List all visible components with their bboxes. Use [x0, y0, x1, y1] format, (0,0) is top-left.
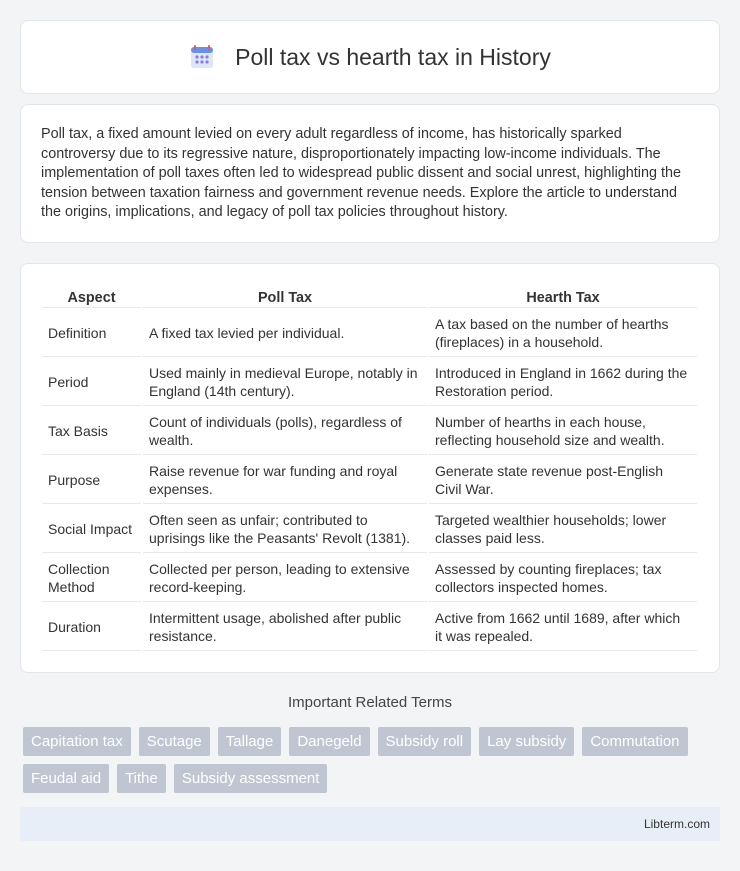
table-row: [42, 604, 697, 651]
table-row: [42, 457, 697, 504]
related-term-tag[interactable]: Feudal aid: [23, 764, 109, 793]
column-header-poll-tax: Poll Tax: [143, 284, 427, 308]
hearth-tax-cell: Assessed by counting fireplaces; tax collectors inspected homes.: [429, 555, 697, 602]
table-row: [42, 359, 697, 406]
related-term-tag[interactable]: Scutage: [139, 727, 210, 756]
aspect-cell: Definition: [42, 310, 141, 357]
hearth-tax-cell: Targeted wealthier households; lower classes paid less.: [429, 506, 697, 553]
aspect-cell: Period: [42, 359, 141, 406]
footer: [20, 807, 720, 841]
comparison-table: [40, 282, 699, 653]
aspect-cell: Social Impact: [42, 506, 141, 553]
hearth-tax-cell: Generate state revenue post-English Civil War.: [429, 457, 697, 504]
aspect-cell: Tax Basis: [42, 408, 141, 455]
column-header-hearth-tax: Hearth Tax: [429, 284, 697, 308]
related-term-tag[interactable]: Tithe: [117, 764, 166, 793]
poll-tax-cell: Used mainly in medieval Europe, notably in England (14th century).: [143, 359, 427, 406]
poll-tax-cell: Collected per person, leading to extensive record-keeping.: [143, 555, 427, 602]
intro-text: Poll tax, a fixed amount levied on every adult regardless of income, has historically sparked controversy due to its regressive nature, disproportionately impacting low-income individuals. The implementation of poll taxes often led to widespread public dissent and social unrest, highlighting the tension between taxation fairness and government revenue needs. Explore the article to understand the origins, implications, and legacy of poll tax policies throughout history.: [41, 126, 681, 221]
calendar-grid-icon: [189, 44, 215, 70]
related-terms-title: Important Related Terms: [288, 694, 452, 711]
aspect-cell: Collection Method: [42, 555, 141, 602]
related-term-tag[interactable]: Tallage: [218, 727, 282, 756]
aspect-cell: Purpose: [42, 457, 141, 504]
poll-tax-cell: Raise revenue for war funding and royal expenses.: [143, 457, 427, 504]
column-header-aspect: Aspect: [42, 284, 141, 308]
poll-tax-cell: Count of individuals (polls), regardless of wealth.: [143, 408, 427, 455]
page-title: Poll tax vs hearth tax in History: [235, 43, 551, 70]
hearth-tax-cell: Introduced in England in 1662 during the Restoration period.: [429, 359, 697, 406]
hearth-tax-cell: Number of hearths in each house, reflecting household size and wealth.: [429, 408, 697, 455]
related-term-tag[interactable]: Subsidy roll: [378, 727, 472, 756]
table-header-row: [42, 284, 697, 308]
related-terms-list: [23, 727, 723, 793]
related-term-tag[interactable]: Commutation: [582, 727, 687, 756]
table-row: [42, 310, 697, 357]
related-term-tag[interactable]: Subsidy assessment: [174, 764, 328, 793]
table-row: [42, 555, 697, 602]
header-card: [20, 20, 720, 94]
poll-tax-cell: Often seen as unfair; contributed to uprisings like the Peasants' Revolt (1381).: [143, 506, 427, 553]
related-term-tag[interactable]: Danegeld: [289, 727, 369, 756]
related-term-tag[interactable]: Lay subsidy: [479, 727, 574, 756]
poll-tax-cell: A fixed tax levied per individual.: [143, 310, 427, 357]
hearth-tax-cell: Active from 1662 until 1689, after which it was repealed.: [429, 604, 697, 651]
hearth-tax-cell: A tax based on the number of hearths (fireplaces) in a household.: [429, 310, 697, 357]
footer-site-link[interactable]: Libterm.com: [643, 817, 710, 831]
aspect-cell: Duration: [42, 604, 141, 651]
related-term-tag[interactable]: Capitation tax: [23, 727, 131, 756]
table-row: [42, 408, 697, 455]
comparison-table-card: [20, 263, 720, 673]
table-row: [42, 506, 697, 553]
poll-tax-cell: Intermittent usage, abolished after public resistance.: [143, 604, 427, 651]
intro-card: [20, 104, 720, 243]
